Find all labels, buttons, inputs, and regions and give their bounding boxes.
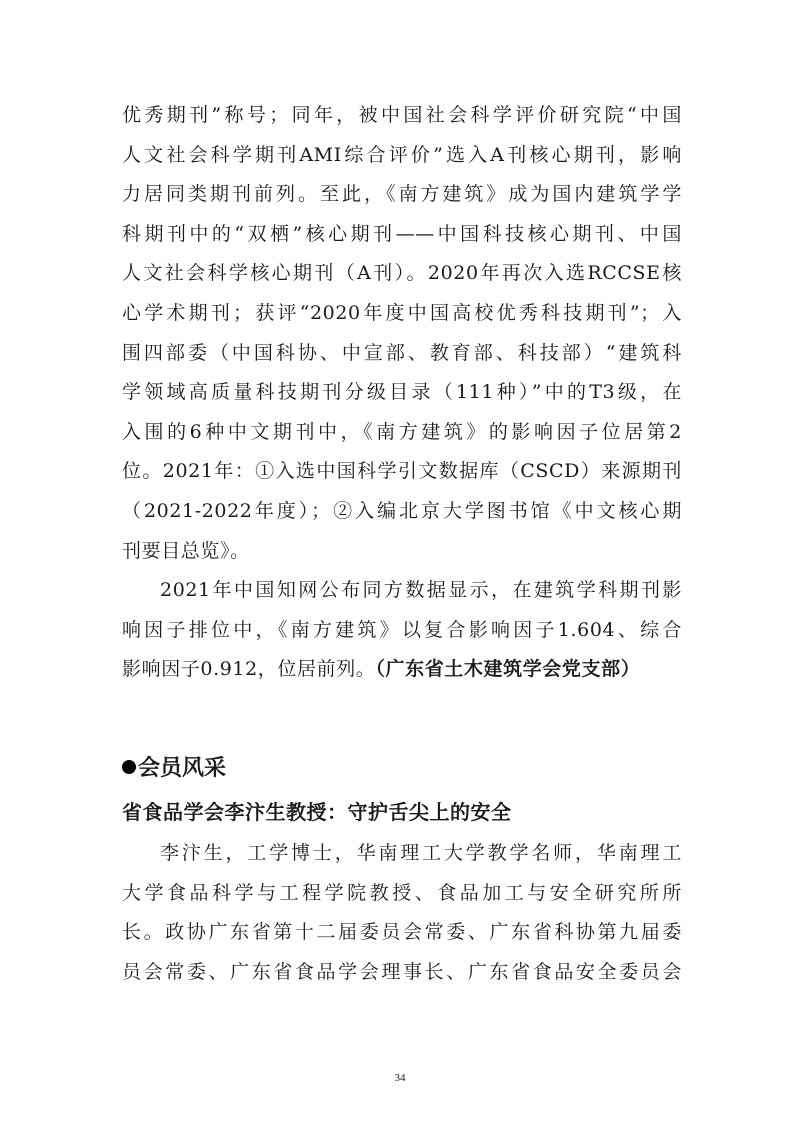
page-content [122,96,682,992]
text-line: 围四部委（中国科协、中宣部、教育部、科技部）“建筑科 [122,341,682,364]
text-line: 入围的6种中文期刊中，《南方建筑》的影响因子位居第2 [122,420,682,443]
text-line: 李汴生，工学博士，华南理工大学教学名师，华南理工 [160,841,682,864]
text-line: 力居同类期刊前列。至此，《南方建筑》成为国内建筑学学 [122,183,682,206]
text-line: 位。2021年：①入选中国科学引文数据库（CSCD）来源期刊 [122,460,682,483]
text-line: 人文社会科学核心期刊（A刊）。2020年再次入选RCCSE核 [122,262,682,285]
paragraph-biography [122,834,682,992]
section-spacer [122,690,682,748]
text-line: 员会常委、广东省食品学会理事长、广东省食品安全委员会 [122,960,682,983]
section-heading-text: 会员风采 [138,755,227,781]
text-line: 学领域高质量科技期刊分级目录（111种）”中的T3级，在 [122,381,682,404]
text-line [122,650,682,690]
source-attribution: （广东省土木建筑学会党支部） [375,658,641,681]
section-heading [122,748,682,790]
text-line: 大学食品科学与工程学院教授、食品加工与安全研究所所 [122,881,682,904]
text-line: 刊要目总览》。 [122,539,250,562]
article-title: 省食品学会李汴生教授：守护舌尖上的安全 [122,799,512,824]
text-fragment: 影响因子0.912，位居前列。 [122,658,376,681]
text-line: 长。政协广东省第十二届委员会常委、广东省科协第九届委 [122,921,682,944]
text-line: 优秀期刊”称号；同年，被中国社会科学评价研究院“中国 [122,104,682,126]
text-line: （2021-2022年度）；②入编北京大学图书馆《中文核心期 [122,499,682,522]
text-line: 人文社会科学期刊AMI综合评价”选入A刊核心期刊，影响 [122,143,682,166]
text-line: 响因子排位中，《南方建筑》以复合影响因子1.604、综合 [122,618,682,641]
paragraph-impact-factor [122,571,682,690]
bullet-icon [122,760,136,774]
text-line: 科期刊中的“双栖”核心期刊——中国科技核心期刊、中国 [122,222,682,245]
text-line: 2021年中国知网公布同方数据显示，在建筑学科期刊影 [160,579,682,602]
page-number: 34 [394,1072,406,1084]
paragraph-journal-honors [122,96,682,571]
text-line: 心学术期刊；获评“2020年度中国高校优秀科技期刊”；入 [122,301,682,324]
